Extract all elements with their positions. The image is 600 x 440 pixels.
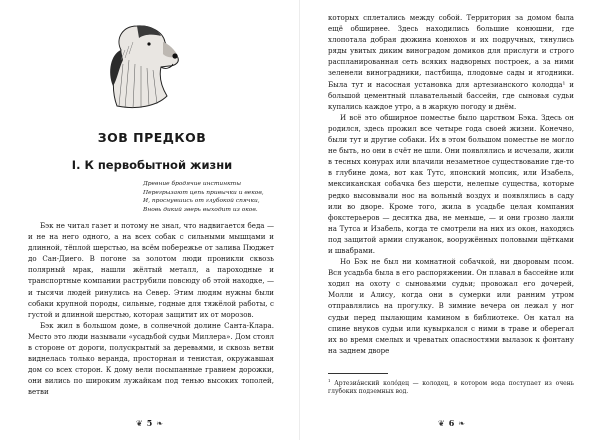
paragraph: Бэк жил в большом доме, в солнечной долине Санта-Клара. Место это люди называли «усадьбой судьи Миллера». Дом стоял в стороне от дороги, полускрытый за деревьями, и сквозь ветви виднелась только веранда, просторная и тенистая, окружавшая дом со всех сторон. К дому вели посыпанные гравием дорожки, они вились по широким лужайкам под тенью высоких тополей, ветви	[28, 320, 274, 397]
ornament-icon: ❦	[438, 418, 445, 428]
footnote	[328, 377, 574, 397]
right-body-text	[328, 12, 574, 356]
page-number: 5	[146, 418, 153, 428]
left-body-text	[28, 220, 274, 398]
epigraph	[143, 180, 273, 214]
chapter-title: ЗОВ ПРЕДКОВ	[97, 130, 207, 145]
ornament-icon: ❦	[136, 418, 143, 428]
footnote-text: Артезиа́нский коло́дец — колодец, в котором вода поступает из очень глубоких подземных вод.	[328, 380, 574, 396]
paragraph: И всё это обширное поместье было царством Бэка. Здесь он родился, здесь прожил все четыре года своей жизни. Конечно, были тут и другие собаки. Их в этом большом поместье не могло не быть, но они в счёт не шли. Они появлялись и исчезали, жили в тесных конурах или влачили незаметное существование где-то в глубине дома, вот как Тутс, японский мопсик, или Изабель, мексиканская собачка без шерсти, нелепые существа, которые редко высовывали нос на вольный воздух и появлялись в саду или во дворе. Кроме того, жила в усадьбе целая компания фокстерьеров — десятка два, не меньше, — и они грозно лаяли на Тутса и Изабель, когда те смотрели на них из окон, находясь под защитой армии служанок, вооружённых половыми щётками и швабрами.	[328, 112, 575, 255]
epigraph-line: И, проснувшись от глубокой спячки,	[143, 198, 260, 204]
right-page	[300, 0, 600, 440]
epigraph-line: Древние бродячие инстинкты	[143, 181, 242, 187]
ornament-icon: ❧	[458, 418, 465, 428]
footnote-mark: 1	[328, 378, 331, 383]
ornament-icon: ❧	[156, 418, 163, 428]
page-number-right	[438, 418, 465, 428]
paragraph: которых сплетались между собой. Территория за домом была ещё обширнее. Здесь находились большие конюшни, где хлопотала добрая дюжина конюхов и их подручных, тянулись ряды увитых диким виноградом домиков для прислуги и строго распланированная сеть всяких надворных построек, а за ними зеленели виноградники, пастбища, плодовые сады и ягодники. Была тут и насосная установка для артезианского колодца¹ и большой цементный плавательный бассейн, где сыновья судьи купались каждое утро, а в жаркую погоду и днём.	[328, 13, 574, 111]
section-title: I. К первобытной жизни	[71, 158, 233, 172]
dog-head-illustration	[101, 20, 183, 112]
footnote-rule	[328, 373, 388, 374]
paragraph: Бэк не читал газет и потому не знал, что надвигается беда — и не на него одного, а на всех собак с сильными мышцами и длинной, тёплой шерстью, на всём побережье от залива Пюджет до Сан-Диего. В погоне за золотом люди проникли сквозь полярный мрак, нашли жёлтый металл, а пароходные и транспортные компании раструбили повсюду об этой находке, — и тысячи людей ринулись на Север. Этим людям нужны были собаки крупной породы, сильные, годные для тяжёлой работы, с густой и длинной шерстью, которая защитит их от морозов.	[28, 221, 274, 319]
paragraph: Но Бэк не был ни комнатной собачкой, ни дворовым псом. Вся усадьба была в его распоряжении. Он плавал в бассейне или ходил на охоту с сыновьями судьи; провожал его дочерей, Молли и Алису, когда они в сумерки или ранним утром отправлялись на прогулку. В зимние вечера он лежал у ног судьи перед пылающим камином в библиотеке. Он катал на спине внуков судьи или кувыркался с ними в траве и оберегал их во время смелых и чреватых опасностями вылазок к фонтану на заднем дворе	[328, 257, 574, 355]
epigraph-line: Вновь дикий зверь выходит из оков.	[143, 206, 258, 213]
page-number-left	[136, 418, 163, 428]
epigraph-line: Перегрызают цепь привычки и веков,	[143, 189, 264, 196]
page-number: 6	[448, 418, 455, 428]
